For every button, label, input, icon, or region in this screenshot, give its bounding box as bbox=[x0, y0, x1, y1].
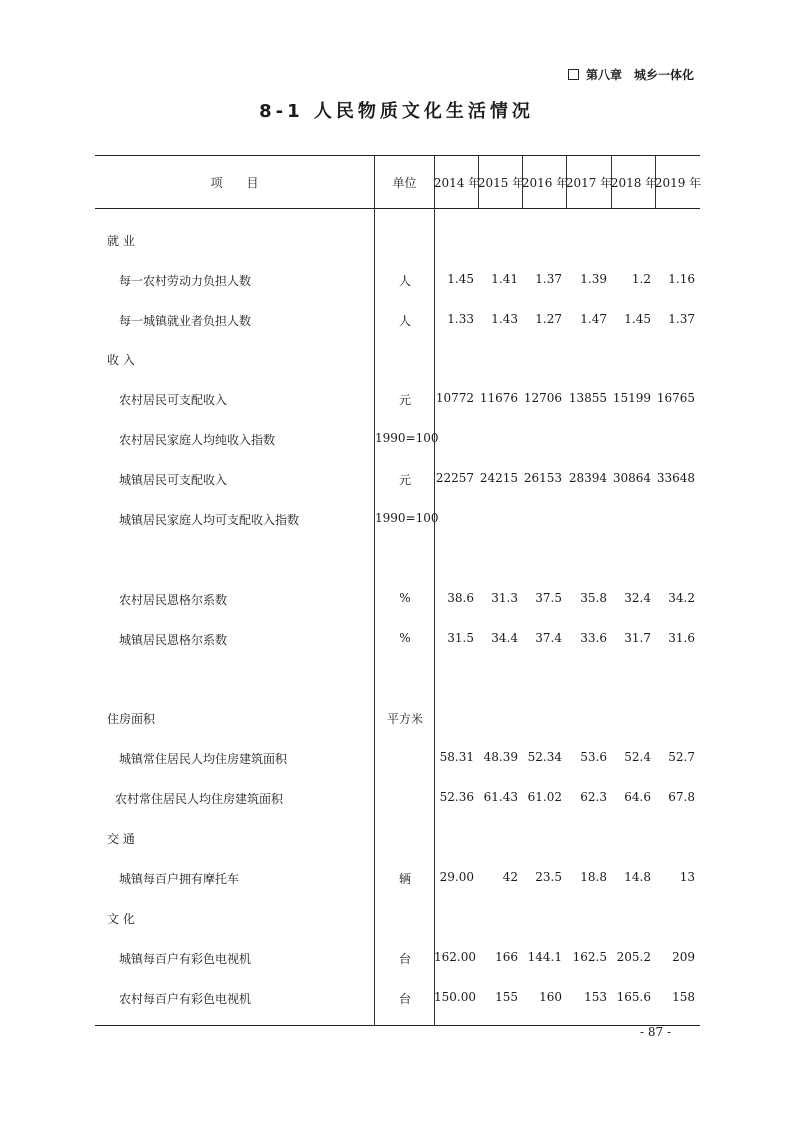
row-unit: 元 bbox=[398, 393, 411, 407]
row-unit: 人 bbox=[398, 314, 411, 328]
cell-value: 209 bbox=[672, 950, 695, 964]
cell-value: 11676 bbox=[479, 391, 518, 405]
cell-value: 37.5 bbox=[535, 591, 562, 605]
table-section-row bbox=[95, 906, 700, 930]
row-label: 农村居民家庭人均纯收入指数 bbox=[119, 433, 276, 447]
cell-value: 165.6 bbox=[616, 990, 651, 1004]
cell-value: 155 bbox=[495, 990, 518, 1004]
table-row bbox=[95, 986, 700, 1010]
row-unit: 辆 bbox=[398, 872, 411, 886]
cell-value: 52.34 bbox=[527, 750, 562, 764]
row-label: 城镇每百户拥有摩托车 bbox=[119, 872, 240, 886]
cell-value: 31.3 bbox=[491, 591, 518, 605]
checkbox-square-icon bbox=[568, 69, 579, 80]
cell-value: 33.6 bbox=[580, 631, 607, 645]
table-section-row bbox=[95, 706, 700, 730]
cell-value: 205.2 bbox=[616, 950, 651, 964]
cell-value: 37.4 bbox=[535, 631, 562, 645]
cell-value: 166 bbox=[495, 950, 518, 964]
section-label: 就 业 bbox=[107, 234, 135, 248]
cell-value: 23.5 bbox=[535, 870, 562, 884]
cell-value: 18.8 bbox=[580, 870, 607, 884]
cell-value: 1.37 bbox=[535, 272, 562, 286]
table-row bbox=[95, 507, 700, 531]
section-label: 住房面积 bbox=[107, 712, 156, 726]
table-section-row bbox=[95, 228, 700, 252]
cell-value: 26153 bbox=[523, 471, 562, 485]
cell-value: 42 bbox=[502, 870, 518, 884]
row-unit: % bbox=[399, 631, 411, 645]
table-section-row bbox=[95, 347, 700, 371]
cell-value: 61.02 bbox=[527, 790, 562, 804]
chapter-header bbox=[568, 66, 694, 83]
cell-value: 31.6 bbox=[668, 631, 695, 645]
cell-value: 34.2 bbox=[668, 591, 695, 605]
row-unit: 1990=100 bbox=[375, 511, 439, 525]
cell-value: 31.5 bbox=[447, 631, 474, 645]
cell-value: 61.43 bbox=[483, 790, 518, 804]
cell-value: 144.1 bbox=[527, 950, 562, 964]
cell-value: 62.3 bbox=[580, 790, 607, 804]
cell-value: 1.2 bbox=[631, 272, 651, 286]
row-unit: 平方米 bbox=[386, 712, 423, 726]
table-section-row bbox=[95, 826, 700, 850]
cell-value: 1.33 bbox=[447, 312, 474, 326]
cell-value: 1.45 bbox=[447, 272, 474, 286]
table-row bbox=[95, 268, 700, 292]
section-label: 文 化 bbox=[107, 912, 135, 926]
header-item: 项 目 bbox=[210, 175, 259, 190]
cell-value: 28394 bbox=[568, 471, 607, 485]
cell-value: 38.6 bbox=[447, 591, 474, 605]
table-row bbox=[95, 786, 700, 810]
cell-value: 1.16 bbox=[668, 272, 695, 286]
cell-value: 29.00 bbox=[439, 870, 474, 884]
cell-value: 13 bbox=[679, 870, 695, 884]
row-unit: 台 bbox=[398, 952, 411, 966]
cell-value: 32.4 bbox=[624, 591, 651, 605]
table-row bbox=[95, 627, 700, 651]
row-label: 城镇常住居民人均住房建筑面积 bbox=[119, 752, 288, 766]
chapter-title: 城乡一体化 bbox=[634, 68, 695, 82]
row-label: 农村每百户有彩色电视机 bbox=[119, 992, 252, 1006]
cell-value: 31.7 bbox=[624, 631, 651, 645]
header-year: 2018 年 bbox=[610, 175, 658, 190]
row-label: 农村居民可支配收入 bbox=[119, 393, 228, 407]
table-row bbox=[95, 946, 700, 970]
header-year: 2019 年 bbox=[654, 175, 702, 190]
section-label: 收 入 bbox=[107, 353, 135, 367]
cell-value: 14.8 bbox=[624, 870, 651, 884]
table-row bbox=[95, 427, 700, 451]
cell-value: 162.5 bbox=[572, 950, 607, 964]
cell-value: 35.8 bbox=[580, 591, 607, 605]
cell-value: 1.41 bbox=[491, 272, 518, 286]
table-row bbox=[95, 387, 700, 411]
table-row bbox=[95, 308, 700, 332]
data-table bbox=[95, 155, 700, 1026]
cell-value: 48.39 bbox=[483, 750, 518, 764]
cell-value: 15199 bbox=[612, 391, 651, 405]
cell-value: 64.6 bbox=[624, 790, 651, 804]
header-year: 2014 年 bbox=[433, 175, 481, 190]
row-unit: % bbox=[399, 591, 411, 605]
row-label: 每一城镇就业者负担人数 bbox=[119, 314, 252, 328]
cell-value: 22257 bbox=[435, 471, 474, 485]
row-label: 城镇居民恩格尔系数 bbox=[119, 633, 228, 647]
row-label: 每一农村劳动力负担人数 bbox=[119, 274, 252, 288]
table-row bbox=[95, 866, 700, 890]
cell-value: 1.27 bbox=[535, 312, 562, 326]
page-number: - 87 - bbox=[640, 1025, 672, 1039]
cell-value: 53.6 bbox=[580, 750, 607, 764]
row-label: 城镇每百户有彩色电视机 bbox=[119, 952, 252, 966]
header-year: 2016 年 bbox=[521, 175, 569, 190]
cell-value: 16765 bbox=[656, 391, 695, 405]
header-divider bbox=[95, 208, 700, 209]
row-unit: 台 bbox=[398, 992, 411, 1006]
cell-value: 33648 bbox=[656, 471, 695, 485]
cell-value: 162.00 bbox=[434, 950, 476, 964]
table-row bbox=[95, 467, 700, 491]
row-label: 农村常住居民人均住房建筑面积 bbox=[115, 792, 284, 806]
cell-value: 1.37 bbox=[668, 312, 695, 326]
cell-value: 153 bbox=[584, 990, 607, 1004]
cell-value: 1.45 bbox=[624, 312, 651, 326]
row-label: 农村居民恩格尔系数 bbox=[119, 593, 228, 607]
cell-value: 13855 bbox=[568, 391, 607, 405]
cell-value: 24215 bbox=[479, 471, 518, 485]
cell-value: 52.36 bbox=[439, 790, 474, 804]
cell-value: 67.8 bbox=[668, 790, 695, 804]
cell-value: 1.39 bbox=[580, 272, 607, 286]
header-year: 2017 年 bbox=[565, 175, 613, 190]
table-row bbox=[95, 746, 700, 770]
cell-value: 34.4 bbox=[491, 631, 518, 645]
cell-value: 1.43 bbox=[491, 312, 518, 326]
row-unit: 1990=100 bbox=[375, 431, 439, 445]
header-year: 2015 年 bbox=[477, 175, 525, 190]
cell-value: 158 bbox=[672, 990, 695, 1004]
section-label: 交 通 bbox=[107, 832, 135, 846]
cell-value: 10772 bbox=[435, 391, 474, 405]
page-title: 8-1 人民物质文化生活情况 bbox=[259, 101, 534, 122]
cell-value: 30864 bbox=[612, 471, 651, 485]
table-row bbox=[95, 587, 700, 611]
row-unit: 元 bbox=[398, 473, 411, 487]
cell-value: 58.31 bbox=[439, 750, 474, 764]
cell-value: 52.7 bbox=[668, 750, 695, 764]
cell-value: 52.4 bbox=[624, 750, 651, 764]
row-unit: 人 bbox=[398, 274, 411, 288]
cell-value: 160 bbox=[539, 990, 562, 1004]
row-label: 城镇居民可支配收入 bbox=[119, 473, 228, 487]
header-unit: 单位 bbox=[392, 175, 417, 190]
cell-value: 150.00 bbox=[434, 990, 476, 1004]
row-label: 城镇居民家庭人均可支配收入指数 bbox=[119, 513, 300, 527]
chapter-number: 第八章 bbox=[586, 68, 623, 82]
cell-value: 12706 bbox=[523, 391, 562, 405]
cell-value: 1.47 bbox=[580, 312, 607, 326]
